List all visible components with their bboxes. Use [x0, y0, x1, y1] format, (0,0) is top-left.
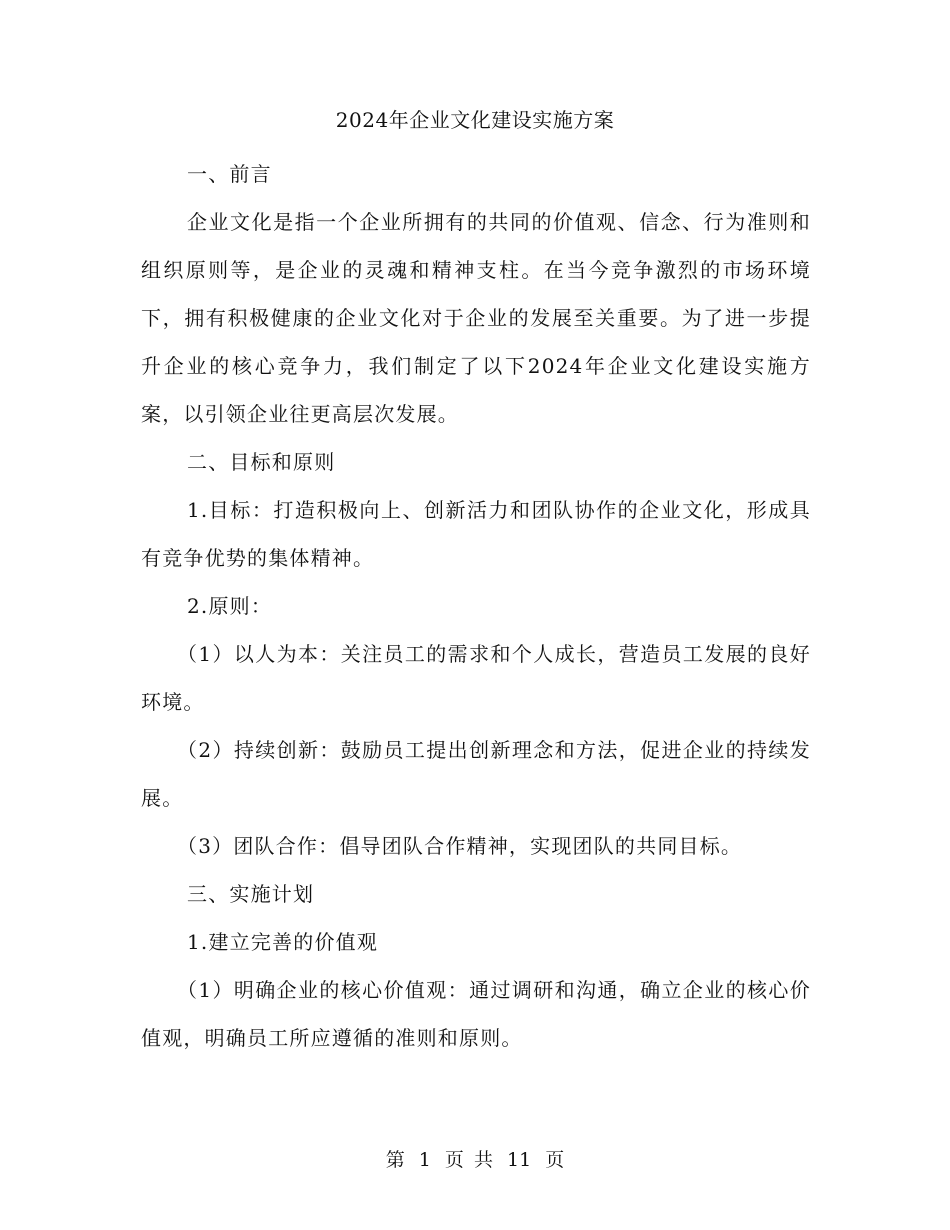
paragraph-principles-label: 2.原则：: [187, 594, 273, 618]
footer-middle: 页 共: [444, 1149, 493, 1171]
paragraph-principle-2: （2）持续创新：鼓励员工提出创新理念和方法，促进企业的持续发展。: [141, 738, 811, 810]
paragraph-principle-1: （1）以人为本：关注员工的需求和个人成长，营造员工发展的良好环境。: [141, 642, 811, 714]
section-heading-preface: 一、前言: [187, 162, 272, 186]
footer-total-pages: 11: [507, 1149, 532, 1171]
section-heading-plan: 三、实施计划: [187, 882, 315, 906]
footer-prefix: 第: [385, 1149, 405, 1171]
document-title: 2024年企业文化建设实施方案: [335, 108, 615, 132]
paragraph-intro: 企业文化是指一个企业所拥有的共同的价值观、信念、行为准则和组织原则等，是企业的灵魂和精神支柱。在当今竞争激烈的市场环境下，拥有积极健康的企业文化对于企业的发展至关重要。为了进一步提升企业的核心竞争力，我们制定了以下2024年企业文化建设实施方案，以引领企业往更高层次发展。: [141, 210, 811, 426]
page-footer: [0, 1146, 950, 1174]
section-heading-goals: 二、目标和原则: [187, 450, 336, 474]
document-body: [141, 150, 811, 1062]
paragraph-goal: 1.目标：打造积极向上、创新活力和团队协作的企业文化，形成具有竞争优势的集体精神。: [141, 498, 811, 570]
paragraph-plan-item-1: 1.建立完善的价值观: [187, 930, 379, 954]
paragraph-principle-3: （3）团队合作：倡导团队合作精神，实现团队的共同目标。: [177, 834, 743, 858]
paragraph-plan-subitem-1: （1）明确企业的核心价值观：通过调研和沟通，确立企业的核心价值观，明确员工所应遵循的准则和原则。: [141, 978, 811, 1050]
footer-page-number: 1: [418, 1149, 431, 1171]
footer-suffix: 页: [545, 1149, 565, 1171]
